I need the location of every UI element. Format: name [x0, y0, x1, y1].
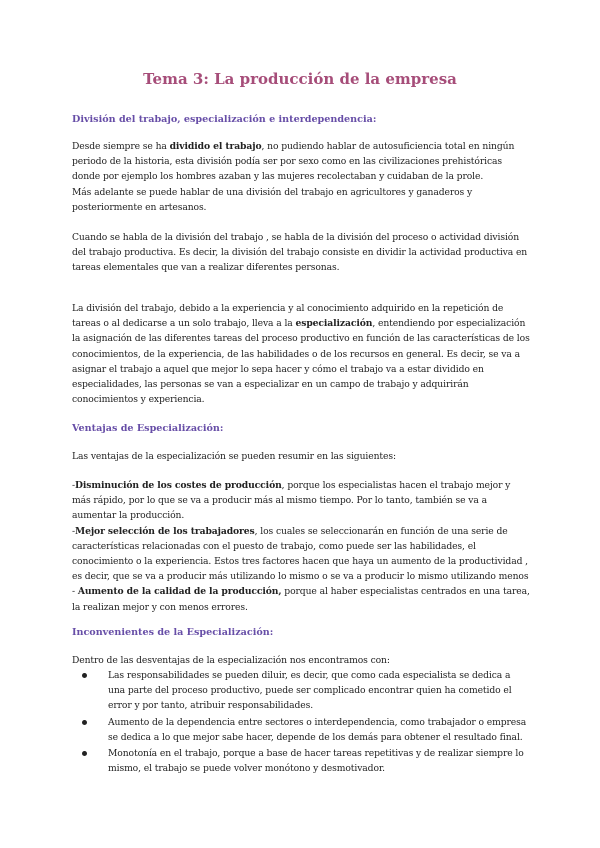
section-heading-division: División del trabajo, especialización e interdependencia:: [72, 114, 377, 125]
page-title: Tema 3: La producción de la empresa: [143, 70, 457, 88]
paragraph-division-intro: [72, 139, 530, 215]
list-item: [82, 668, 530, 714]
disadvantages-list: [82, 668, 530, 777]
text-run: Desde siempre se ha: [72, 141, 170, 152]
text-run: -: [72, 525, 76, 537]
text-run: La división del trabajo, debido a la experiencia y al conocimiento adquirido en la repetición de tareas o al dedicarse a un solo trabajo, lleva a la: [72, 303, 504, 330]
text-run: -: [72, 586, 78, 598]
advantages-list: [72, 478, 530, 615]
paragraph-specialization: [72, 301, 530, 407]
bullet-icon: [82, 673, 87, 678]
text-run: Más adelante se puede hablar de una división del trabajo en agricultores y ganaderos y posteriormente en artesanos.: [72, 186, 473, 213]
list-item-text: Aumento de la dependencia entre sectores o interdependencia, como trabajador o empresa se dedica a lo que mejor sabe hacer, depende de los demás para obtener el resultado final.: [108, 716, 527, 743]
list-item: [82, 746, 530, 776]
section-heading-advantages: Ventajas de Especialización:: [72, 423, 224, 434]
paragraph-advantages-intro: Las ventajas de la especialización se pueden resumir en las siguientes:: [72, 451, 396, 462]
bullet-icon: [82, 751, 87, 756]
bold-term: Aumento de la calidad de la producción,: [77, 586, 282, 598]
list-item-text: Monotonía en el trabajo, porque a base de hacer tareas repetitivas y de realizar siempre lo mismo, el trabajo se puede volver monótono y desmotivador.: [108, 748, 524, 775]
list-item-text: Las responsabilidades se pueden diluir, es decir, que como cada especialista se dedica a una parte del proceso productivo, puede ser complicado encontrar quien ha cometido el error y por tanto, atribuir responsabilidades.: [108, 670, 512, 712]
bold-term: dividido el trabajo: [169, 141, 262, 152]
text-run: -: [72, 480, 76, 491]
paragraph-disadvantages-intro: Dentro de las desventajas de la especialización nos encontramos con:: [72, 655, 390, 666]
text-run: porque al haber especialistas centrados en una tarea, la realizan mejor y con menos errores.: [72, 586, 530, 613]
text-run: , entendiendo por especialización la asignación de las diferentes tareas del proceso productivo en función de las características de los conocimientos, de la experiencia, de las habilidades o de los recursos en general. Es decir, se va a asignar el trabajo a aquel que mejor lo sepa hacer y cómo el trabajo va a estar dividido en especialidades, las personas se van a especializar en un campo de trabajo y adquirirán conocimientos y experiencia.: [72, 318, 530, 406]
bullet-icon: [82, 720, 87, 725]
paragraph-division-definition: Cuando se habla de la división del trabajo , se habla de la división del proceso o actividad división del trabajo productiva. Es decir, la división del trabajo consiste en dividir la actividad productiva en tareas elementales que van a realizar diferentes personas.: [72, 232, 528, 274]
bold-term: Disminución de los costes de producción: [75, 480, 282, 491]
text-run: , los cuales se seleccionarán en función de una serie de características relacionadas con el puesto de trabajo, como puede ser las habilidades, el conocimiento o la experiencia. Estos tres factores hacen que haya un aumento de la productividad , es decir, que se va a producir más utilizando lo mismo o se va a producir lo mismo utilizando menos: [72, 525, 529, 583]
list-item: [82, 715, 530, 745]
bold-term: especialización: [295, 318, 373, 330]
text-run: , porque los especialistas hacen el trabajo mejor y más rápido, por lo que se va a producir más al mismo tiempo. Por lo tanto, también se va a aumentar la producción.: [72, 480, 511, 522]
text-run: , no pudiendo hablar de autosuficiencia total en ningún periodo de la historia, esta división podía ser por sexo como en las civilizaciones prehistóricas donde por ejemplo los hombres azaban y las mujeres recolectaban y cuidaban de la prole.: [72, 141, 515, 183]
section-heading-disadvantages: Inconvenientes de la Especialización:: [72, 627, 274, 638]
bold-term: Mejor selección de los trabajadores: [75, 525, 255, 537]
